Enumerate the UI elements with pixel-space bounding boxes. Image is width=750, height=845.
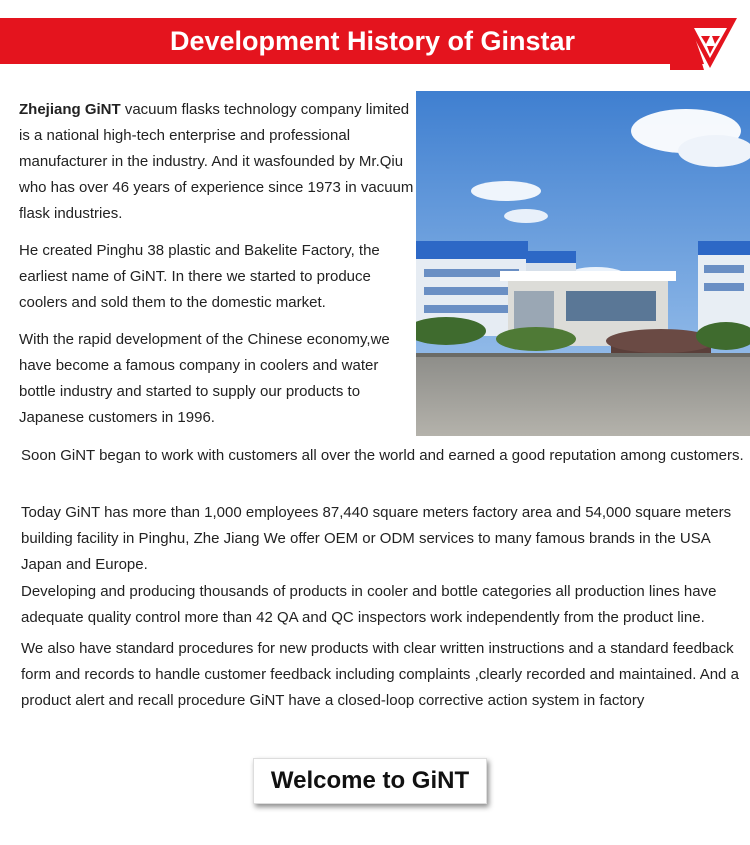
welcome-banner [253,758,487,804]
intro-paragraph-3: With the rapid development of the Chinese economy,we have become a famous company in coolers and water bottle industry and started to supply our products to Japanese customers in 1996. [19,331,390,426]
body-paragraph-4: We also have standard procedures for new products with clear written instructions and a standard feedback form and records to handle customer feedback including complaints ,clearly recorded and maintained. And a product alert and recall procedure GiNT have a closed-loop corrective action system in factory [21,640,739,709]
company-name: Zhejiang GiNT [19,101,121,118]
intro-paragraph-1 [19,97,419,227]
body-paragraph-1: Soon GiNT began to work with customers all over the world and earned a good reputation among customers. [21,447,744,464]
welcome-text: Welcome to GiNT [253,758,487,804]
intro-paragraph-1-text: vacuum flasks technology company limited is a national high-tech enterprise and professional manufacturer in the industry. And it wasfounded by Mr.Qiu who has over 46 years of experience since 1973 in vacuum flask industries. [19,101,414,222]
body-paragraph-2: Today GiNT has more than 1,000 employees 87,440 square meters factory area and 54,000 square meters building facility in Pinghu, Zhe Jiang We offer OEM or ODM services to many famous brands in the USA Japan and Europe. [21,504,732,573]
page-title: Development History of Ginstar [169,26,576,56]
factory-photo [416,91,750,436]
intro-paragraph-2: He created Pinghu 38 plastic and Bakelite Factory, the earliest name of GiNT. In there we started to produce coolers and sold them to the domestic market. [19,242,380,311]
ginstar-logo-icon [670,10,750,74]
body-paragraph-3: Developing and producing thousands of products in cooler and bottle categories all production lines have adequate quality control more than 42 QA and QC inspectors work independently from the product line. [21,583,717,626]
page-header [0,18,750,64]
